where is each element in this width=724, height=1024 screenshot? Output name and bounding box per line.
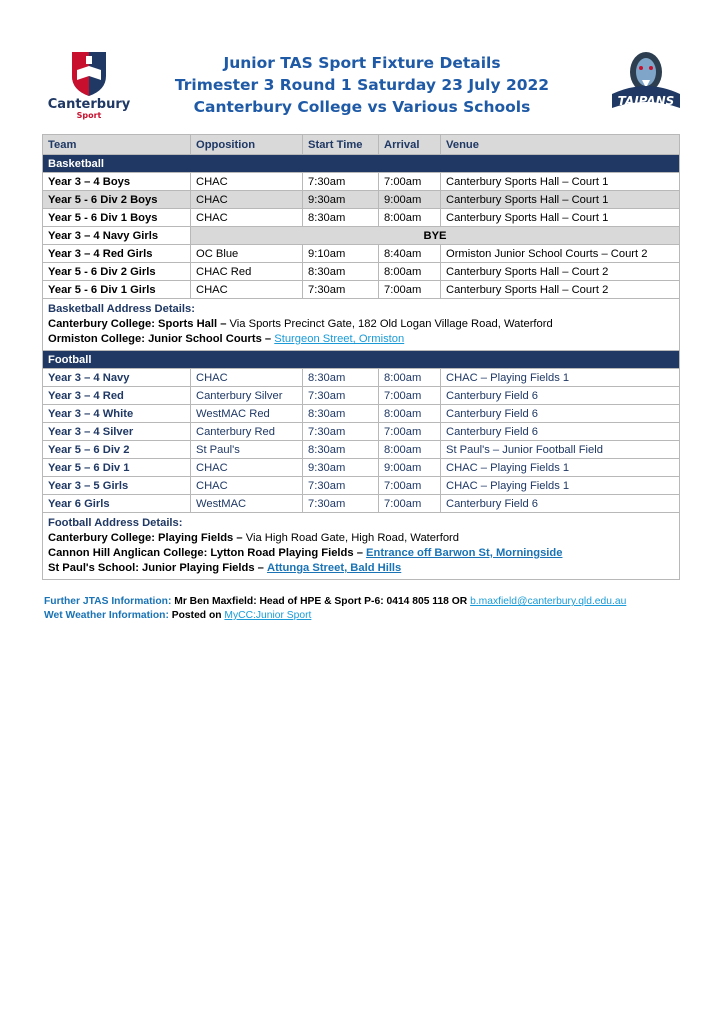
cell-team: Year 5 - 6 Div 2 Girls <box>43 263 191 281</box>
cell-team: Year 3 – 4 White <box>43 405 191 423</box>
football-address-row <box>43 513 680 580</box>
cell-opposition: CHAC <box>191 477 303 495</box>
mycc-junior-sport-link[interactable]: MyCC:Junior Sport <box>224 610 312 621</box>
table-row <box>43 173 680 191</box>
cell-arrival: 7:00am <box>379 173 441 191</box>
cell-opposition: Canterbury Red <box>191 423 303 441</box>
section-football: Football <box>43 351 680 369</box>
cell-opposition: CHAC <box>191 191 303 209</box>
cell-opposition: CHAC <box>191 173 303 191</box>
cell-opposition: WestMAC Red <box>191 405 303 423</box>
football-address-1: Canterbury College: Playing Fields – Via High Road Gate, High Road, Waterford <box>48 532 459 544</box>
cell-venue: Canterbury Sports Hall – Court 1 <box>441 173 680 191</box>
cell-start-time: 8:30am <box>303 263 379 281</box>
page-title <box>150 52 574 118</box>
cell-arrival: 7:00am <box>379 477 441 495</box>
cell-start-time: 7:30am <box>303 281 379 299</box>
title-line-1: Junior TAS Sport Fixture Details <box>223 54 501 72</box>
cell-team: Year 5 - 6 Div 1 Boys <box>43 209 191 227</box>
table-row <box>43 423 680 441</box>
cell-start-time: 8:30am <box>303 209 379 227</box>
cell-start-time: 8:30am <box>303 441 379 459</box>
svg-text:Canterbury: Canterbury <box>47 97 131 112</box>
cell-opposition: CHAC <box>191 459 303 477</box>
table-row <box>43 281 680 299</box>
footer-line-1: Further JTAS Information: Mr Ben Maxfield: Head of HPE & Sport P-6: 0414 805 118 OR b.maxfield@canterbury.qld.edu.au <box>44 596 627 607</box>
title-line-2: Trimester 3 Round 1 Saturday 23 July 2022 <box>174 76 550 94</box>
cell-venue: St Paul's – Junior Football Field <box>441 441 680 459</box>
svg-text:TAIPANS: TAIPANS <box>617 94 675 108</box>
basketball-address-heading: Basketball Address Details: <box>48 303 195 315</box>
cell-arrival: 8:40am <box>379 245 441 263</box>
table-row <box>43 245 680 263</box>
cell-venue: Ormiston Junior School Courts – Court 2 <box>441 245 680 263</box>
footer-line-2: Wet Weather Information: Posted on MyCC:Junior Sport <box>44 610 312 621</box>
table-header-row <box>43 135 680 155</box>
footer-info <box>44 595 684 623</box>
cell-start-time: 7:30am <box>303 173 379 191</box>
cell-opposition: Canterbury Silver <box>191 387 303 405</box>
cell-opposition: CHAC <box>191 209 303 227</box>
canterbury-sport-logo <box>44 50 134 120</box>
cell-venue: Canterbury Field 6 <box>441 495 680 513</box>
cell-arrival: 8:00am <box>379 369 441 387</box>
cell-opposition: WestMAC <box>191 495 303 513</box>
cell-team: Year 5 - 6 Div 1 Girls <box>43 281 191 299</box>
table-row <box>43 477 680 495</box>
cell-arrival: 8:00am <box>379 441 441 459</box>
table-row <box>43 191 680 209</box>
header-arrival: Arrival <box>379 135 441 155</box>
table-row <box>43 459 680 477</box>
cell-arrival: 7:00am <box>379 281 441 299</box>
table-row <box>43 405 680 423</box>
header-venue: Venue <box>441 135 680 155</box>
header-start-time: Start Time <box>303 135 379 155</box>
cell-arrival: 8:00am <box>379 263 441 281</box>
cell-opposition: CHAC <box>191 281 303 299</box>
basketball-rows <box>43 173 680 299</box>
cell-opposition: CHAC <box>191 369 303 387</box>
cell-venue: Canterbury Sports Hall – Court 1 <box>441 209 680 227</box>
cell-arrival: 7:00am <box>379 423 441 441</box>
taipan-snake-icon <box>606 48 686 118</box>
football-rows <box>43 369 680 513</box>
taipans-logo <box>606 48 686 118</box>
cell-arrival: 8:00am <box>379 405 441 423</box>
cell-start-time: 9:30am <box>303 459 379 477</box>
cell-team: Year 3 – 4 Navy <box>43 369 191 387</box>
cell-team: Year 3 – 4 Boys <box>43 173 191 191</box>
cell-arrival: 8:00am <box>379 209 441 227</box>
cell-start-time: 9:30am <box>303 191 379 209</box>
attunga-street-link[interactable]: Attunga Street, Bald Hills <box>267 562 402 574</box>
cell-start-time: 8:30am <box>303 369 379 387</box>
basketball-address-2: Ormiston College: Junior School Courts – Sturgeon Street, Ormiston <box>48 333 405 345</box>
cell-team: Year 3 – 4 Red <box>43 387 191 405</box>
canterbury-crest-icon <box>44 50 134 120</box>
cell-venue: CHAC – Playing Fields 1 <box>441 477 680 495</box>
cell-team: Year 5 - 6 Div 2 Boys <box>43 191 191 209</box>
basketball-address-1: Canterbury College: Sports Hall – Via Sports Precinct Gate, 182 Old Logan Village Road, Waterford <box>48 318 553 330</box>
cell-team: Year 6 Girls <box>43 495 191 513</box>
cell-venue: Canterbury Sports Hall – Court 1 <box>441 191 680 209</box>
cell-arrival: 7:00am <box>379 495 441 513</box>
cell-start-time: 7:30am <box>303 495 379 513</box>
cell-team: Year 5 – 6 Div 2 <box>43 441 191 459</box>
cell-opposition: St Paul's <box>191 441 303 459</box>
header-team: Team <box>43 135 191 155</box>
title-line-3: Canterbury College vs Various Schools <box>193 98 531 116</box>
cell-opposition: CHAC Red <box>191 263 303 281</box>
cell-team: Year 3 – 4 Silver <box>43 423 191 441</box>
football-address-heading: Football Address Details: <box>48 517 183 529</box>
cell-arrival: 9:00am <box>379 191 441 209</box>
cell-start-time: 7:30am <box>303 387 379 405</box>
cell-team: Year 3 – 5 Girls <box>43 477 191 495</box>
table-row <box>43 369 680 387</box>
table-row <box>43 227 680 245</box>
table-row <box>43 387 680 405</box>
cell-team: Year 3 – 4 Navy Girls <box>43 227 191 245</box>
cell-team: Year 5 – 6 Div 1 <box>43 459 191 477</box>
cell-start-time: 7:30am <box>303 423 379 441</box>
table-row <box>43 209 680 227</box>
email-link[interactable]: b.maxfield@canterbury.qld.edu.au <box>470 596 627 607</box>
barwon-st-link[interactable]: Entrance off Barwon St, Morningside <box>366 547 563 559</box>
cell-arrival: 9:00am <box>379 459 441 477</box>
table-row <box>43 263 680 281</box>
cell-venue: CHAC – Playing Fields 1 <box>441 459 680 477</box>
header-opposition: Opposition <box>191 135 303 155</box>
cell-venue: Canterbury Sports Hall – Court 2 <box>441 263 680 281</box>
cell-start-time: 7:30am <box>303 477 379 495</box>
table-row <box>43 495 680 513</box>
cell-start-time: 9:10am <box>303 245 379 263</box>
cell-team: Year 3 – 4 Red Girls <box>43 245 191 263</box>
cell-bye: BYE <box>191 227 680 245</box>
section-basketball: Basketball <box>43 155 680 173</box>
cell-opposition: OC Blue <box>191 245 303 263</box>
fixture-table <box>42 134 680 580</box>
cell-venue: Canterbury Field 6 <box>441 405 680 423</box>
football-address-2: Cannon Hill Anglican College: Lytton Road Playing Fields – Entrance off Barwon St, Morningside <box>48 547 563 559</box>
table-row <box>43 441 680 459</box>
cell-arrival: 7:00am <box>379 387 441 405</box>
basketball-address-row <box>43 299 680 351</box>
ormiston-map-link[interactable]: Sturgeon Street, Ormiston <box>274 333 405 345</box>
cell-venue: Canterbury Field 6 <box>441 423 680 441</box>
cell-start-time: 8:30am <box>303 405 379 423</box>
svg-text:Sport: Sport <box>76 111 102 120</box>
football-address-3: St Paul's School: Junior Playing Fields – Attunga Street, Bald Hills <box>48 562 402 574</box>
cell-venue: Canterbury Field 6 <box>441 387 680 405</box>
cell-venue: Canterbury Sports Hall – Court 2 <box>441 281 680 299</box>
cell-venue: CHAC – Playing Fields 1 <box>441 369 680 387</box>
